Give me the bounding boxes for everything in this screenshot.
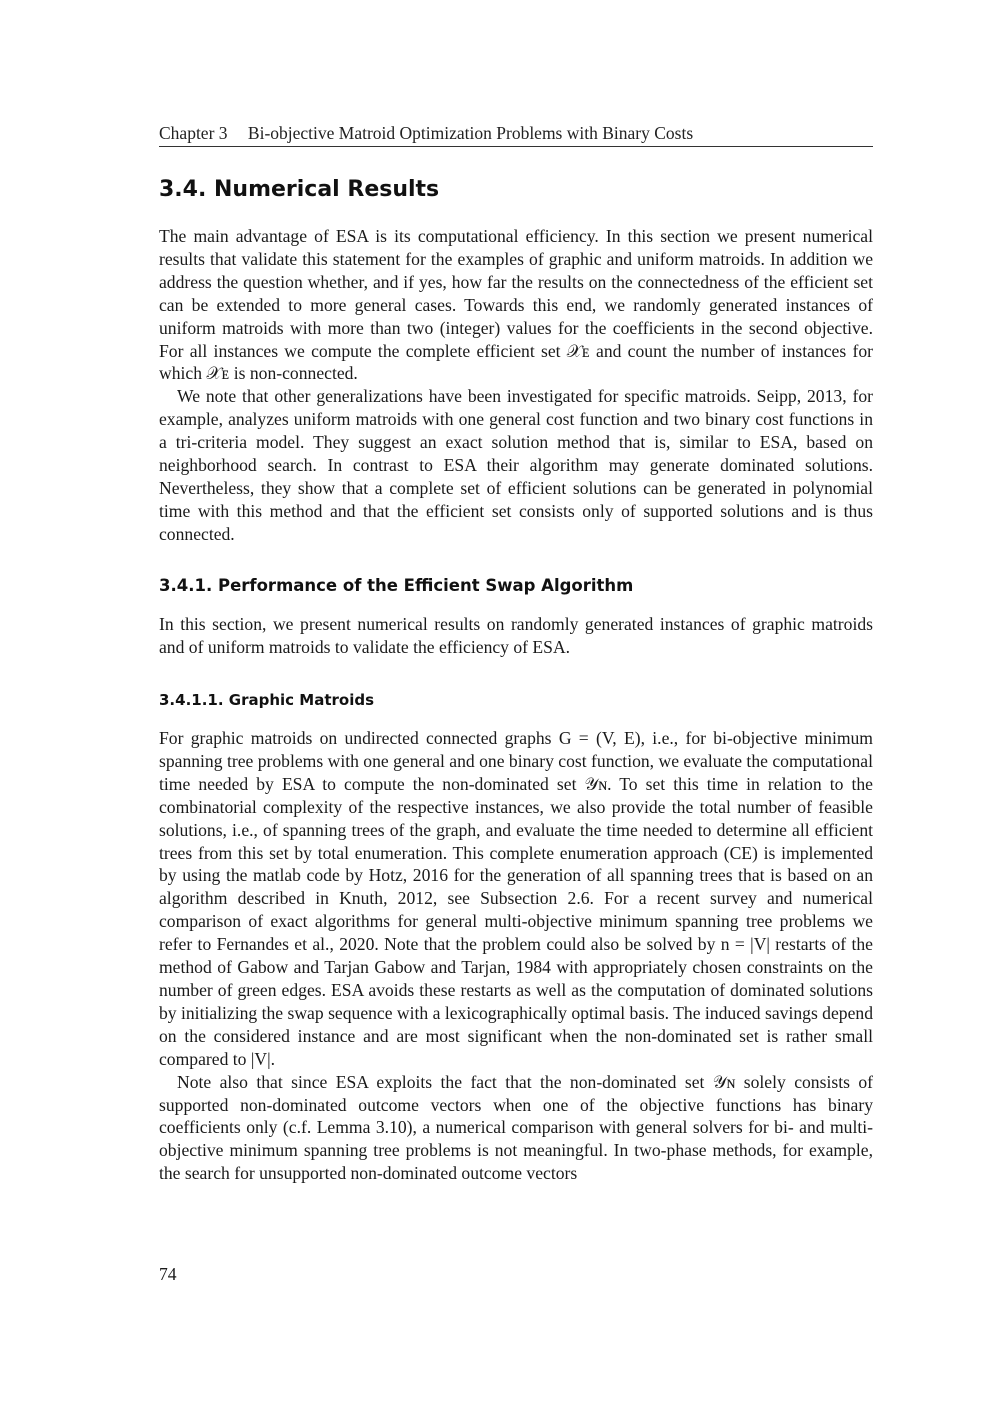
paragraph: We note that other generalizations have been investigated for specific matroids. Seipp, 2013, for example, analyzes uniform matroids with one general cost function and two binary cost functions in a tri-criteria model. They suggest an exact solution method that is, similar to ESA, based on neighborhood search. In contrast to ESA their algorithm may generate dominated solutions. Nevertheless, they show that a complete set of efficient solutions can be generated in polynomial time with this method and that the efficient set consists only of supported solutions and is thus connected.: [159, 386, 873, 544]
paragraph: For graphic matroids on undirected connected graphs G = (V, E), i.e., for bi-objective minimum spanning tree problems with one general and one binary cost function, we evaluate the computational time needed by ESA to compute the non-dominated set 𝒴ɴ. To set this time in relation to the combinatorial complexity of the respective instances, we also provide the total number of feasible solutions, i.e., of spanning trees of the graph, and evaluate the time needed to determine all efficient trees from this set by total enumeration. This complete enumeration approach (CE) is implemented by using the matlab code by Hotz, 2016 for the generation of all spanning trees that is based on an algorithm described in Knuth, 2012, see Subsection 2.6. For a recent survey and numerical comparison of exact algorithms for general multi-objective minimum spanning tree problems we refer to Fernandes et al., 2020. Note that the problem could also be solved by n = |V| restarts of the method of Gabow and Tarjan Gabow and Tarjan, 1984 with appropriately chosen constraints on the number of green edges. ESA avoids these restarts as well as the computation of dominated solutions by initializing the swap sequence with a lexicographically optimal basis. The induced savings depend on the considered instance and are most significant when the non-dominated set is rather small compared to |V|.: [159, 728, 873, 1069]
header-title: Bi-objective Matroid Optimization Problems with Binary Costs: [247, 123, 694, 143]
header-chapter: Chapter 3: [159, 123, 228, 143]
page-number: 74: [159, 1264, 177, 1284]
paragraph: The main advantage of ESA is its computational efficiency. In this section we present numerical results that validate this statement for the examples of graphic and uniform matroids. In addition we address the question whether, and if yes, how far the results on the connectedness of the efficient set can be extended to more general cases. Towards this end, we randomly generated instances of uniform matroids with more than two (integer) values for the coefficients in the second objective. For all instances we compute the complete efficient set 𝒳ᴇ and count the number of instances for which 𝒳ᴇ is non-connected.: [159, 226, 873, 384]
paragraph: Note also that since ESA exploits the fact that the non-dominated set 𝒴ɴ solely consists of supported non-dominated outcome vectors when one of the objective functions has binary coefficients only (c.f. Lemma 3.10), a numerical comparison with general solvers for bi- and multi-objective minimum spanning tree problems is not meaningful. In two-phase methods, for example, the search for unsupported non-dominated outcome vectors: [159, 1071, 873, 1184]
subsubsection-body: [159, 727, 873, 1185]
running-header: [159, 122, 873, 147]
subsubsection-heading: 3.4.1.1. Graphic Matroids: [159, 691, 374, 709]
document-page: [159, 0, 873, 1414]
section-heading: 3.4. Numerical Results: [159, 177, 440, 202]
subsection-body: [159, 613, 873, 659]
paragraph: In this section, we present numerical results on randomly generated instances of graphic matroids and of uniform matroids to validate the efficiency of ESA.: [159, 614, 873, 657]
subsection-heading: 3.4.1. Performance of the Efficient Swap Algorithm: [159, 576, 634, 595]
section-body: [159, 225, 873, 546]
